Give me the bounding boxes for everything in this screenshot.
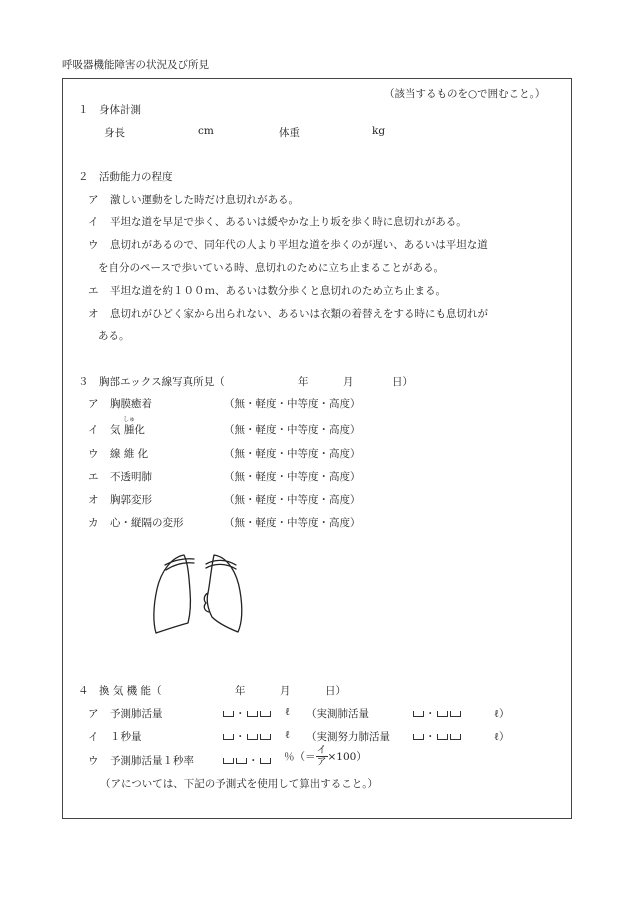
activity-mark-a: ア [88, 194, 99, 206]
activity-text-o-line1: 息切れがひどく家から出られない、あるいは衣類の着替えをする時にも息切れが [110, 308, 488, 320]
finding-mark-a: ア [88, 398, 99, 410]
activity-mark-o: オ [88, 308, 99, 320]
document-title: 呼吸器機能障害の状況及び所見 [62, 59, 209, 71]
activity-mark-e: エ [88, 285, 99, 297]
finding-mark-i: イ [88, 424, 99, 436]
finding-mark-o: オ [88, 494, 99, 506]
digit-box[interactable] [437, 734, 448, 740]
finding-mark-ka: カ [88, 517, 99, 529]
vent-actual-label-a: （実測肺活量 [306, 708, 369, 720]
ratio-unit: ％（＝ [284, 751, 316, 763]
weight-unit: kg [372, 125, 386, 137]
vent-actual-boxes-i: ・ [412, 729, 462, 744]
vent-mark-i: イ [88, 731, 99, 743]
section-1-heading: １ 身体計測 [78, 104, 141, 116]
section-4-month: 月 [280, 685, 291, 697]
digit-box[interactable] [247, 711, 258, 717]
activity-text-i: 平坦な道を早足で歩く、あるいは緩やかな上り坂を歩く時に息切れがある。 [110, 216, 467, 228]
instruction-note: （該当するものを○で囲むこと。） [384, 88, 546, 100]
section-3-day: 日） [392, 376, 413, 388]
ruby-shu: しゅ [123, 416, 136, 423]
digit-box[interactable] [223, 734, 234, 740]
vent-actual-boxes-a: ・ [412, 706, 462, 721]
section-4-year: 年 [235, 685, 246, 697]
section-4-day: 日） [325, 685, 346, 697]
finding-scale-o: （無・軽度・中等度・高度） [224, 494, 361, 506]
vent-boxes-u: ・ [222, 753, 272, 768]
finding-scale-i: （無・軽度・中等度・高度） [224, 424, 361, 436]
finding-scale-ka: （無・軽度・中等度・高度） [224, 517, 361, 529]
digit-box[interactable] [260, 758, 271, 764]
vent-boxes-i: ・ [222, 729, 272, 744]
digit-box[interactable] [223, 711, 234, 717]
digit-box[interactable] [437, 711, 448, 717]
activity-text-a: 激しい運動をした時だけ息切れがある。 [110, 194, 299, 206]
digit-box[interactable] [450, 711, 461, 717]
digit-box[interactable] [450, 734, 461, 740]
activity-text-u-line1: 息切れがあるので、同年代の人より平坦な道を歩くのが遅い、あるいは平坦な道 [110, 239, 488, 251]
finding-name-o: 胸郭変形 [110, 494, 152, 506]
vent-actual-label-i: （実測努力肺活量 [306, 731, 390, 743]
weight-label: 体重 [279, 127, 300, 139]
right-lung-outline [207, 555, 242, 632]
finding-mark-u: ウ [88, 448, 99, 460]
section-3-year: 年 [298, 376, 309, 388]
digit-box[interactable] [413, 734, 424, 740]
finding-name-e: 不透明肺 [110, 471, 152, 483]
vent-label-a: 予測肺活量 [110, 708, 163, 720]
digit-box[interactable] [223, 758, 234, 764]
height-unit: cm [198, 125, 214, 137]
digit-box[interactable] [236, 758, 247, 764]
vent-label-u: 予測肺活量１秒率 [110, 755, 194, 767]
vent-label-i: １秒量 [110, 731, 142, 743]
activity-mark-i: イ [88, 216, 99, 228]
vent-mark-a: ア [88, 708, 99, 720]
fraction-denominator: ア [316, 757, 327, 768]
activity-text-u-line2: を自分のペースで歩いている時、息切れのために立ち止まることがある。 [98, 262, 444, 274]
vent-boxes-a: ・ [222, 706, 272, 721]
ratio-multiplier: ×100） [327, 751, 367, 763]
activity-mark-u: ウ [88, 239, 99, 251]
finding-name-a: 胸膜癒着 [110, 398, 152, 410]
activity-text-e: 平坦な道を約１００ｍ、あるいは数分歩くと息切れのため立ち止まる。 [110, 285, 446, 297]
finding-name-i: 気 しゅ 腫化 [110, 416, 145, 436]
finding-name-u: 線 維 化 [110, 448, 149, 460]
vent-mark-u: ウ [88, 755, 99, 767]
finding-scale-a: （無・軽度・中等度・高度） [224, 398, 361, 410]
lung-diagram [148, 545, 248, 640]
vent-unit-i: ℓ [285, 729, 291, 741]
digit-box[interactable] [260, 711, 271, 717]
finding-scale-e: （無・軽度・中等度・高度） [224, 471, 361, 483]
ratio-fraction [316, 745, 328, 768]
section-3-month: 月 [343, 376, 354, 388]
height-label: 身長 [104, 127, 125, 139]
fraction-numerator: イ [316, 745, 327, 756]
vent-actual-unit-i: ℓ） [494, 731, 510, 743]
section-3-heading: ３ 胸部エックス線写真所見（ [78, 376, 225, 388]
finding-name-ka: 心・縦隔の変形 [110, 517, 184, 529]
digit-box[interactable] [413, 711, 424, 717]
vent-unit-a: ℓ [285, 706, 291, 718]
ratio-formula [284, 745, 367, 768]
calculation-note: （アについては、下記の予測式を使用して算出すること。） [100, 778, 379, 790]
finding-scale-u: （無・軽度・中等度・高度） [224, 448, 361, 460]
section-4-heading: ４ 換 気 機 能（ [78, 685, 162, 697]
vent-actual-unit-a: ℓ） [494, 708, 510, 720]
activity-text-o-line2: ある。 [98, 330, 130, 342]
finding-mark-e: エ [88, 471, 99, 483]
digit-box[interactable] [247, 734, 258, 740]
section-2-heading: ２ 活動能力の程度 [78, 171, 173, 183]
digit-box[interactable] [260, 734, 271, 740]
